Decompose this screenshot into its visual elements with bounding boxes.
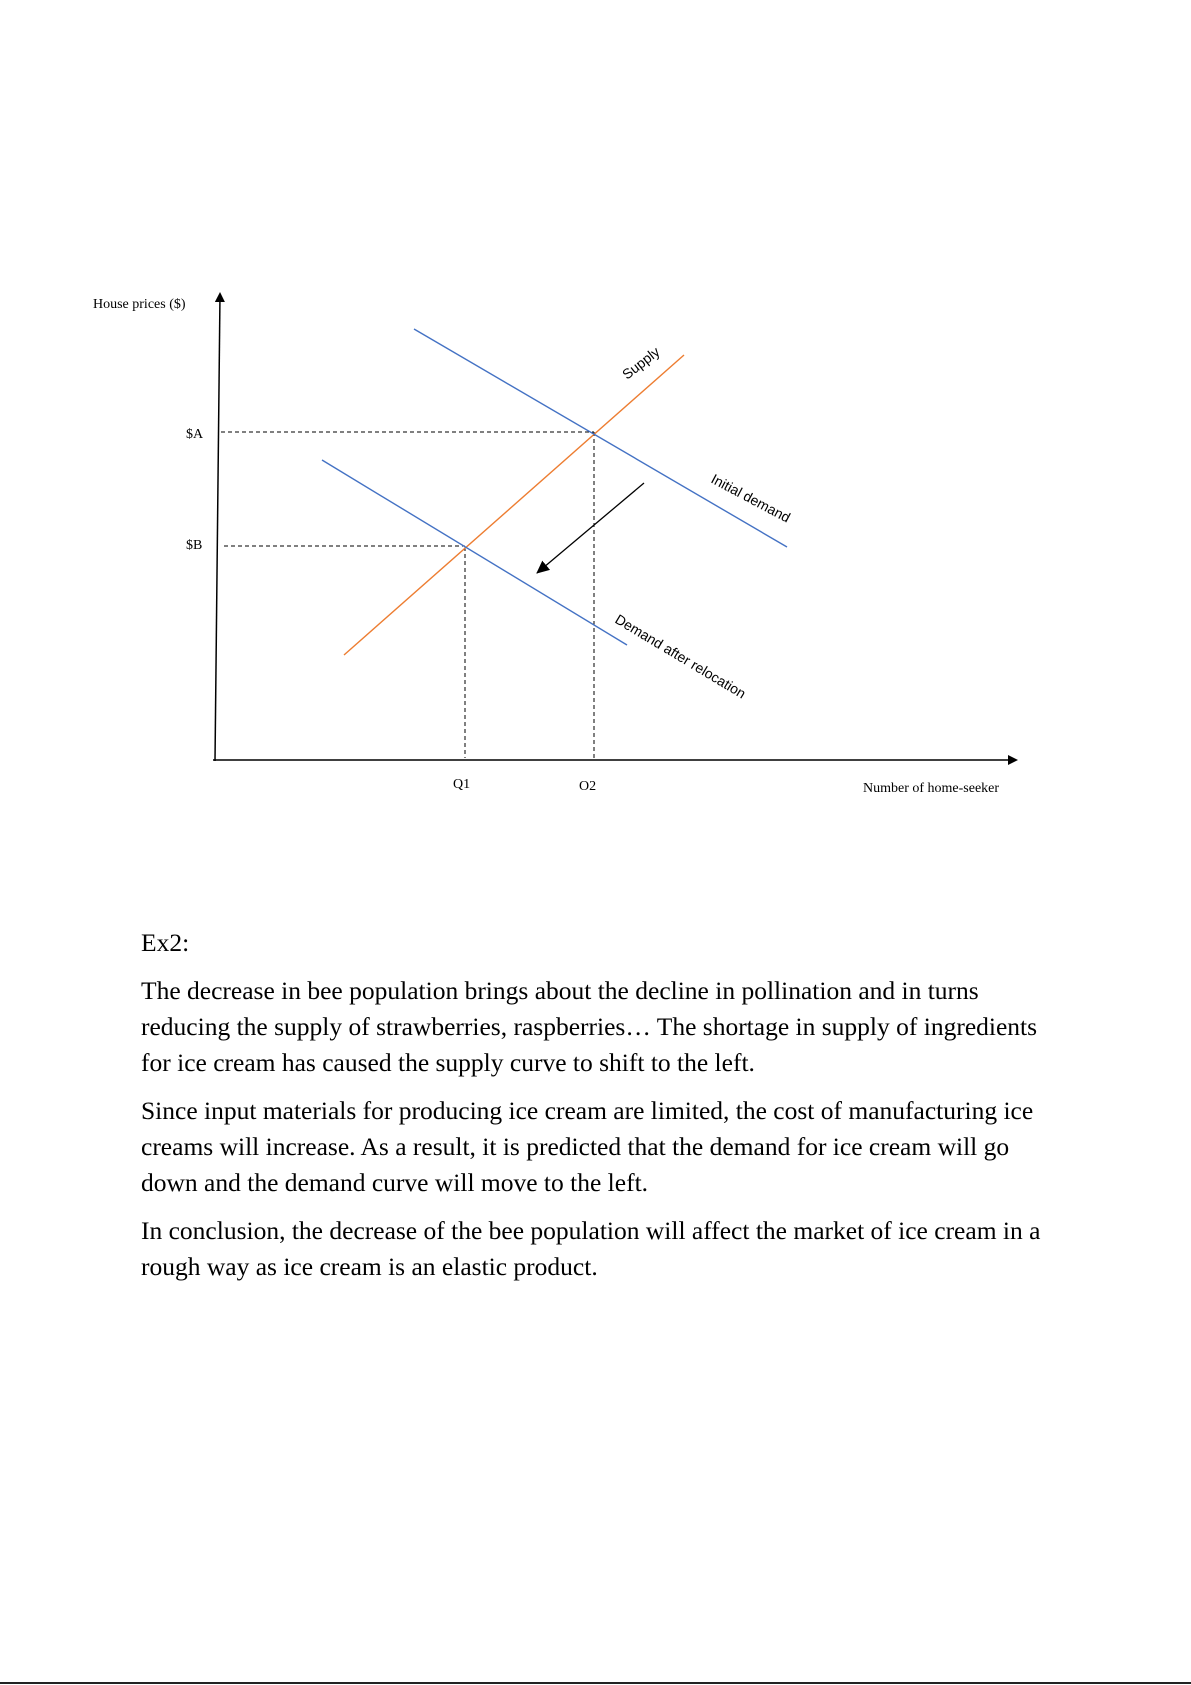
y-axis-label: House prices ($) [93,297,186,312]
paragraph-conclusion: In conclusion, the decrease of the bee population will affect the market of ice cream in a rough way as ice cream is an elastic product. [141,1216,1041,1281]
initial-demand-curve [414,329,787,547]
demand-shift-arrow [537,483,644,573]
y-axis [215,294,220,761]
body-text [141,925,1061,1297]
q2-label: O2 [579,779,597,794]
section-heading: Ex2: [141,928,190,957]
page-bottom-rule [0,1682,1191,1684]
initial-demand-label: Initial demand [708,470,794,526]
price-a-label: $A [186,427,204,442]
supply-demand-diagram [0,0,1191,820]
demand-after-relocation-curve [322,460,627,645]
paragraph-supply-shift: The decrease in bee population brings about the decline in pollination and in turns reducing the supply of strawberries, raspberries… The shortage in supply of ingredients for ice cream has caused the supply curve to shift to the left. [141,976,1038,1077]
paragraph-demand-shift: Since input materials for producing ice cream are limited, the cost of manufacturing ice creams will increase. As a result, it is predicted that the demand for ice cream will go down and the demand curve will move to the left. [141,1096,1034,1197]
demand-after-relocation-label: Demand after relocation [612,610,749,702]
q1-label: Q1 [453,777,471,792]
price-b-label: $B [186,538,203,553]
supply-curve-label: Supply [618,343,663,383]
x-axis-label: Number of home-seeker [863,781,1000,796]
